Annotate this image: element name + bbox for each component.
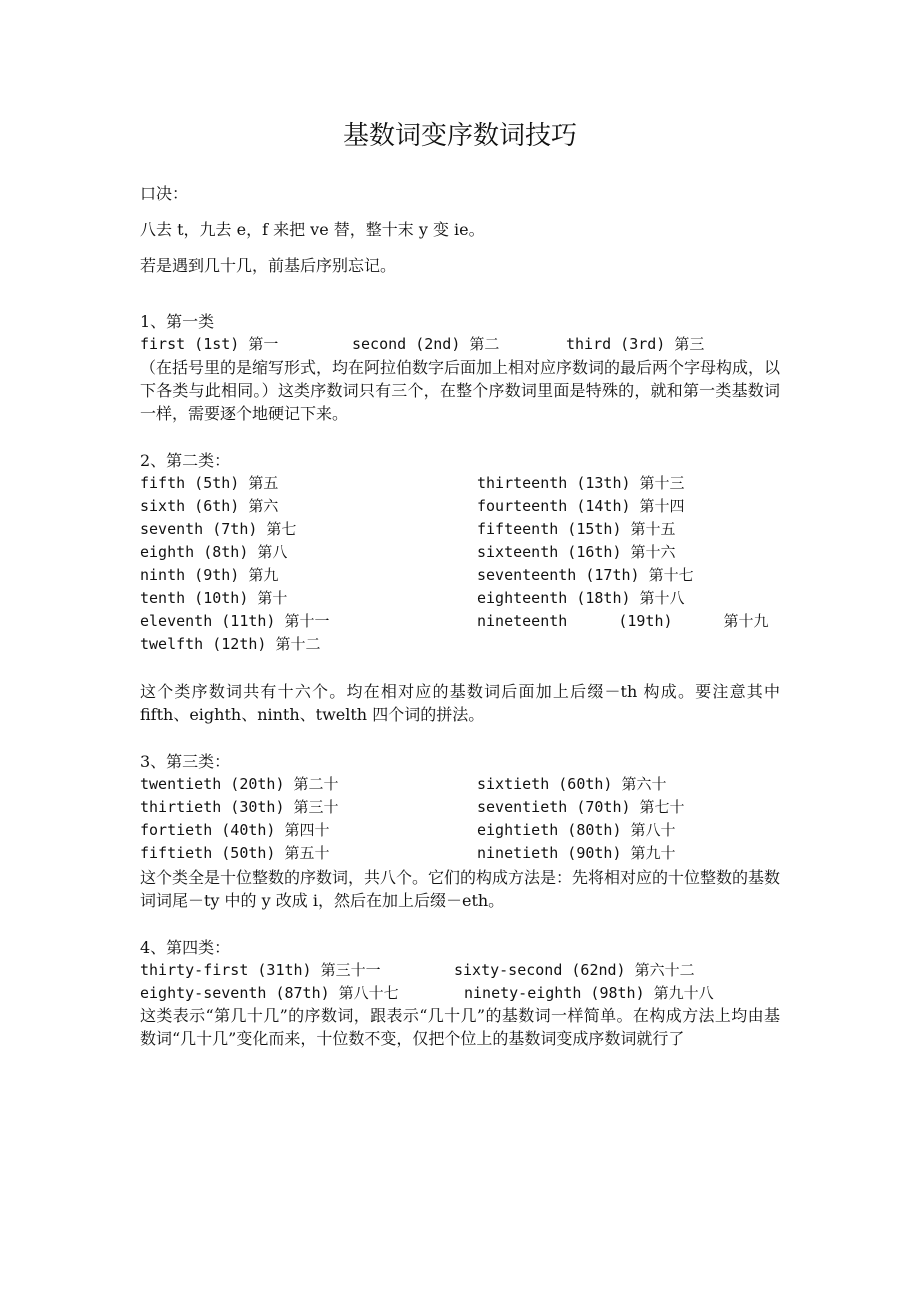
- list-item: fortieth (40th) 第四十: [140, 821, 330, 839]
- section-3-heading: 3、第三类：: [140, 752, 231, 771]
- list-item: ninety-eighth (98th) 第九十八: [464, 984, 714, 1002]
- list-item: fifth (5th) 第五: [140, 474, 279, 492]
- section-2-note: 这个类序数词共有十六个。均在相对应的基数词后面加上后缀－th 构成。要注意其中 fifth、eighth、ninth、twelth 四个词的拼法。: [140, 682, 780, 724]
- section-1-note: （在括号里的是缩写形式，均在阿拉伯数字后面加上相对应序数词的最后两个字母构成，以下各类与此相同。）这类序数词只有三个，在整个序数词里面是特殊的，就和第一类基数词一样，需要逐个地硬记下来。: [140, 358, 781, 423]
- list-item: second (2nd) 第二: [352, 335, 500, 353]
- list-item: thirteenth (13th) 第十三: [477, 474, 685, 492]
- list-item: fourteenth (14th) 第十四: [477, 497, 685, 515]
- section-1-heading: 1、第一类: [140, 312, 215, 331]
- section-4-heading: 4、第四类：: [140, 938, 231, 957]
- section-4-note: 这类表示“第几十几”的序数词，跟表示“几十几”的基数词一样简单。在构成方法上均由基数词“几十几”变化而来，十位数不变，仅把个位上的基数词变成序数词就行了: [140, 1006, 780, 1048]
- list-item: nineteenth (19th) 第十九: [477, 612, 769, 630]
- list-item: eighth (8th) 第八: [140, 543, 288, 561]
- section-2-row: [140, 541, 780, 564]
- section-3-row: [140, 842, 780, 865]
- list-item: seventh (7th) 第七: [140, 520, 297, 538]
- list-item: seventieth (70th) 第七十: [477, 798, 685, 816]
- list-item: first (1st) 第一: [140, 335, 279, 353]
- list-item: fifteenth (15th) 第十五: [477, 520, 676, 538]
- list-item: sixteenth (16th) 第十六: [477, 543, 676, 561]
- list-item: seventeenth (17th) 第十七: [477, 566, 694, 584]
- list-item: ninetieth (90th) 第九十: [477, 844, 676, 862]
- list-item: twentieth (20th) 第二十: [140, 775, 339, 793]
- section-2-row: [140, 564, 780, 587]
- list-item: twelfth (12th) 第十二: [140, 635, 321, 653]
- list-item: third (3rd) 第三: [566, 335, 705, 353]
- section-4-row: [140, 982, 780, 1005]
- mnemonic-label: 口决：: [140, 184, 189, 203]
- list-item: thirtieth (30th) 第三十: [140, 798, 339, 816]
- section-3-row: [140, 819, 780, 842]
- list-item: eleventh (11th) 第十一: [140, 612, 330, 630]
- section-2-row: [140, 495, 780, 518]
- list-item: sixth (6th) 第六: [140, 497, 279, 515]
- section-4-row: [140, 959, 780, 982]
- list-item: ninth (9th) 第九: [140, 566, 279, 584]
- section-3-note: 这个类全是十位整数的序数词，共八个。它们的构成方法是：先将相对应的十位整数的基数词词尾－ty 中的 y 改成 i，然后在加上后缀－eth。: [140, 868, 781, 910]
- section-2-row: [140, 610, 780, 633]
- list-item: sixty-second (62nd) 第六十二: [454, 961, 695, 979]
- list-item: thirty-first (31th) 第三十一: [140, 961, 381, 979]
- list-item: fiftieth (50th) 第五十: [140, 844, 330, 862]
- mnemonic-line-2: 若是遇到几十几，前基后序别忘记。: [140, 256, 397, 275]
- section-2-row: [140, 587, 780, 610]
- list-item: eighty-seventh (87th) 第八十七: [140, 984, 399, 1002]
- section-2-row: [140, 472, 780, 495]
- section-2-heading: 2、第二类：: [140, 451, 231, 470]
- list-item: sixtieth (60th) 第六十: [477, 775, 667, 793]
- section-3-row: [140, 796, 780, 819]
- section-2-row: [140, 633, 780, 656]
- list-item: eighteenth (18th) 第十八: [477, 589, 685, 607]
- section-3-row: [140, 773, 780, 796]
- list-item: tenth (10th) 第十: [140, 589, 288, 607]
- section-2-row: [140, 518, 780, 541]
- list-item: eightieth (80th) 第八十: [477, 821, 676, 839]
- page-title: 基数词变序数词技巧: [342, 121, 577, 151]
- mnemonic-line-1: 八去 t，九去 e，f 来把 ve 替，整十末 y 变 ie。: [140, 220, 485, 239]
- section-1-items: [140, 333, 780, 356]
